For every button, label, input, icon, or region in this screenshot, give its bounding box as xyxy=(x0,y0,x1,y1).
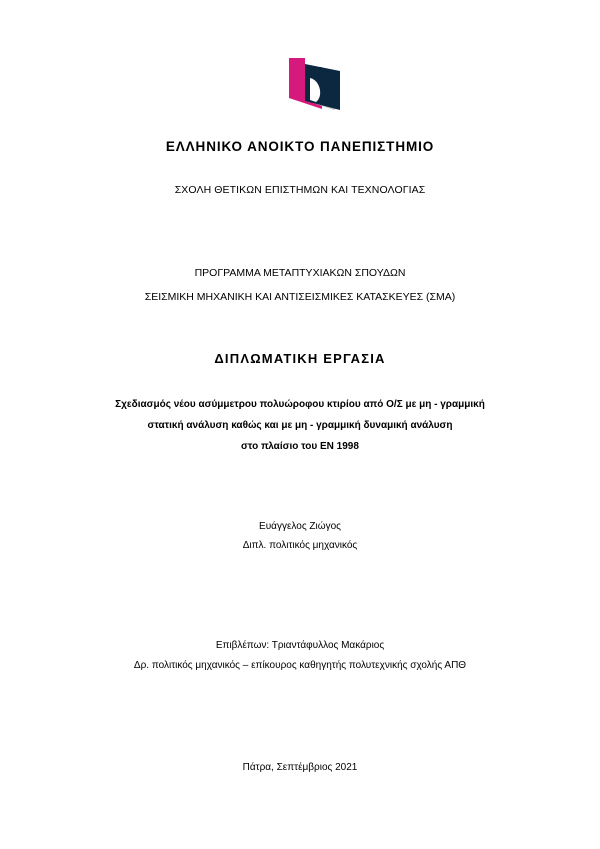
thesis-title-line-3: στο πλαίσιο του EN 1998 xyxy=(241,441,359,452)
program-line-1: ΠΡΟΓΡΑΜΜΑ ΜΕΤΑΠΤΥΧΙΑΚΩΝ ΣΠΟΥΔΩΝ xyxy=(194,267,406,279)
supervisor-line: Επιβλέπων: Τριαντάφυλλος Μακάριος xyxy=(215,640,385,651)
supervisor-title: Δρ. πολιτικός μηχανικός – επίκουρος καθηγητής πολυτεχνικής σχολής ΑΠΘ xyxy=(133,660,467,671)
author-title: Διπλ. πολιτικός μηχανικός xyxy=(242,540,358,551)
university-logo xyxy=(288,56,342,112)
thesis-label: ΔΙΠΛΩΜΑΤΙΚΗ ΕΡΓΑΣΙΑ xyxy=(214,351,386,366)
book-logo-icon xyxy=(288,56,342,112)
place-date: Πάτρα, Σεπτέμβριος 2021 xyxy=(242,762,358,773)
university-name: ΕΛΛΗΝΙΚΟ ΑΝΟΙΚΤΟ ΠΑΝΕΠΙΣΤΗΜΙΟ xyxy=(165,139,435,154)
author-name: Ευάγγελος Ζιώγος xyxy=(259,521,341,532)
program-line-2: ΣΕΙΣΜΙΚΗ ΜΗΧΑΝΙΚΗ ΚΑΙ ΑΝΤΙΣΕΙΣΜΙΚΕΣ ΚΑΤΑΣΚΕΥΕΣ (ΣΜΑ) xyxy=(144,291,456,303)
thesis-title-line-1: Σχεδιασμός νέου ασύμμετρου πολυώροφου κτιρίου από Ο/Σ με μη - γραμμική xyxy=(115,399,485,410)
thesis-title-line-2: στατική ανάλυση καθώς και με μη - γραμμική δυναμική ανάλυση xyxy=(147,420,453,431)
school-name: ΣΧΟΛΗ ΘΕΤΙΚΩΝ ΕΠΙΣΤΗΜΩΝ ΚΑΙ ΤΕΧΝΟΛΟΓΙΑΣ xyxy=(174,184,426,196)
